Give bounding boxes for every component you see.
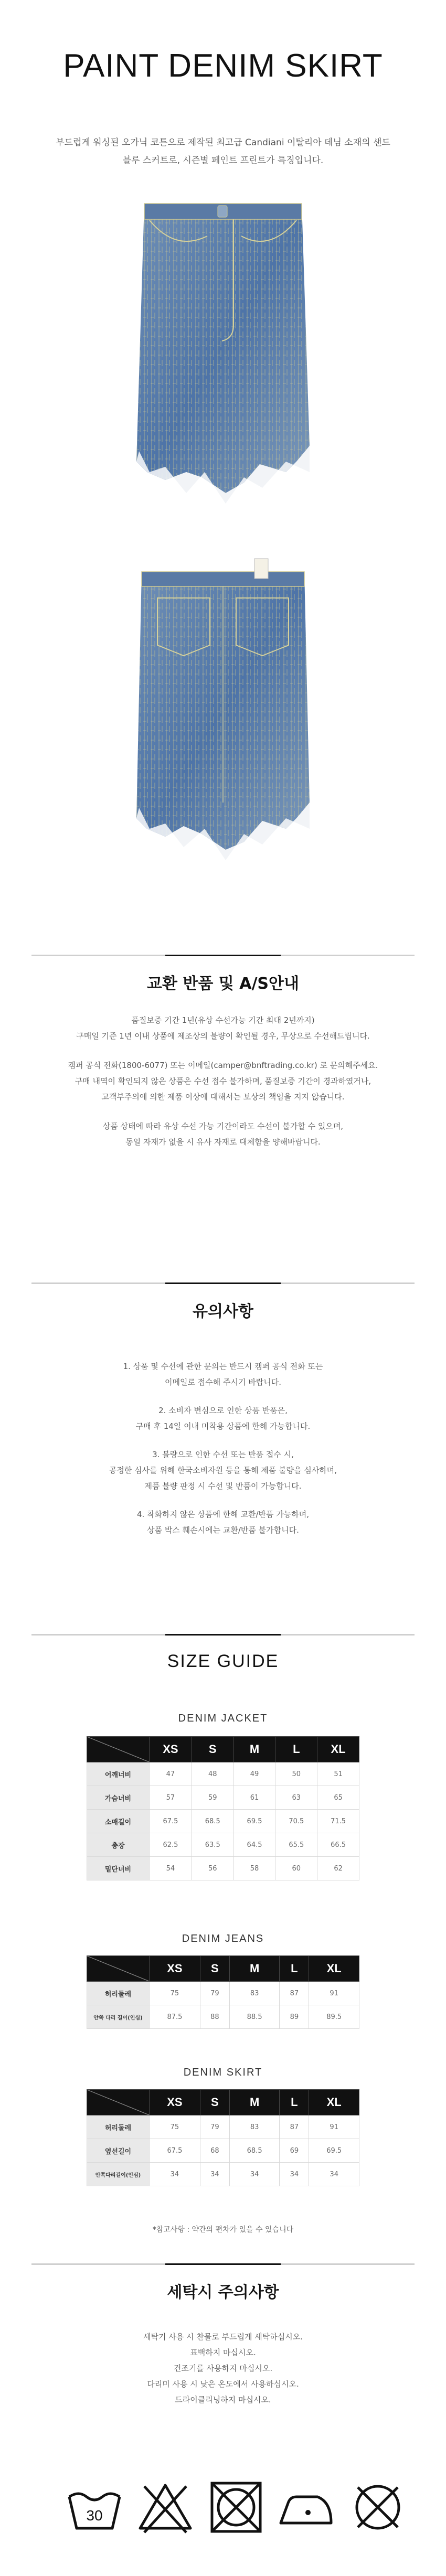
caution-body — [0, 1359, 446, 1538]
size-header-cell: XL — [317, 1737, 359, 1762]
exchange-paragraph — [0, 1057, 446, 1105]
table-cell: 54 — [150, 1857, 192, 1880]
size-header-cell: L — [280, 2090, 309, 2115]
text-line: 세탁기 사용 시 찬물로 부드럽게 세탁하십시오. — [143, 2332, 303, 2342]
table-cell: 69 — [280, 2139, 309, 2163]
intro-line: 블루 스커트로, 시즌별 페인트 프린트가 특징입니다. — [122, 155, 324, 166]
size-header-row — [87, 1956, 359, 1982]
size-header-cell: XS — [150, 2090, 200, 2115]
wash-temp-label: 30 — [86, 2507, 103, 2524]
table-cell: 34 — [150, 2163, 200, 2186]
table-row — [87, 1810, 359, 1833]
table-cell: 79 — [200, 1982, 229, 2005]
table-cell: 59 — [192, 1786, 233, 1810]
table-cell: 61 — [233, 1786, 275, 1810]
exchange-paragraph — [0, 1012, 446, 1044]
table-cell: 91 — [309, 1982, 359, 2005]
exchange-title: 교환 반품 및 A/S안내 — [147, 975, 299, 993]
row-label: 밑단너비 — [87, 1857, 150, 1880]
size-header-row — [87, 1737, 359, 1762]
text-line: 상품 박스 훼손시에는 교환/반품 불가합니다. — [147, 1525, 299, 1535]
table-cell: 69.5 — [233, 1810, 275, 1833]
text-line: 고객부주의에 의한 제품 이상에 대해서는 보상의 책임을 지지 않습니다. — [101, 1092, 345, 1102]
no-dry-clean-icon — [346, 2476, 409, 2539]
text-line: 상품 상태에 따라 유상 수선 가능 기간이라도 수선이 불가할 수 있으며, — [102, 1121, 344, 1131]
table-cell: 79 — [200, 2115, 229, 2139]
caution-paragraph — [0, 1506, 446, 1538]
size-guide-title: SIZE GUIDE — [167, 1651, 279, 1671]
text-line: 4. 착화하지 않은 상품에 한해 교환/반품 가능하며, — [136, 1510, 310, 1519]
size-header-cell: XL — [309, 1956, 359, 1982]
table-row — [87, 1833, 359, 1857]
row-label: 가슴너비 — [87, 1786, 150, 1810]
table-title-jacket: DENIM JACKET — [178, 1713, 268, 1724]
row-label: 안쪽 다리 길이(인심) — [87, 2005, 150, 2029]
caution-title: 유의사항 — [193, 1302, 253, 1321]
table-cell: 70.5 — [275, 1810, 317, 1833]
text-line: 품질보증 기간 1년(유상 수선가능 기간 최대 2년까지) — [131, 1016, 315, 1025]
text-line: 건조기를 사용하지 마십시오. — [173, 2364, 273, 2373]
table-cell: 69.5 — [309, 2139, 359, 2163]
table-row — [87, 2115, 359, 2139]
table-row — [87, 1982, 359, 2005]
table-cell: 67.5 — [150, 2139, 200, 2163]
table-cell: 56 — [192, 1857, 233, 1880]
table-row — [87, 2163, 359, 2186]
table-corner — [87, 2090, 150, 2115]
table-cell: 89.5 — [309, 2005, 359, 2029]
table-cell: 68.5 — [229, 2139, 280, 2163]
table-cell: 48 — [192, 1762, 233, 1786]
laundry-title: 세탁시 주의사항 — [167, 2283, 279, 2302]
table-cell: 63 — [275, 1786, 317, 1810]
table-cell: 34 — [309, 2163, 359, 2186]
table-cell: 34 — [200, 2163, 229, 2186]
text-line: 제품 불량 판정 시 수선 및 반품이 가능합니다. — [144, 1481, 302, 1491]
text-line: 1. 상품 및 수선에 관한 문의는 반드시 캠퍼 공식 전화 또는 — [123, 1362, 323, 1371]
size-header-cell: XL — [309, 2090, 359, 2115]
table-corner — [87, 1737, 150, 1762]
size-header-cell: M — [229, 1956, 280, 1982]
table-cell: 88.5 — [229, 2005, 280, 2029]
table-cell: 50 — [275, 1762, 317, 1786]
table-cell: 65.5 — [275, 1833, 317, 1857]
exchange-paragraph — [0, 1118, 446, 1150]
iron-low-icon — [275, 2476, 338, 2539]
text-line: 3. 불량으로 인한 수선 또는 반품 접수 시, — [152, 1450, 294, 1459]
text-line: 다리미 사용 시 낮은 온도에서 사용하십시오. — [147, 2379, 299, 2389]
text-line: 표백하지 마십시오. — [190, 2348, 256, 2357]
table-cell: 87 — [280, 1982, 309, 2005]
size-header-cell: M — [229, 2090, 280, 2115]
table-cell: 87 — [280, 2115, 309, 2139]
text-line: 구매일 기준 1년 이내 상품에 제조상의 불량이 확인될 경우, 무상으로 수선해드립니다. — [76, 1031, 370, 1041]
exchange-body — [0, 1012, 446, 1150]
size-table-skirt — [87, 2089, 359, 2186]
size-header-cell: L — [275, 1737, 317, 1762]
size-header-cell: S — [200, 1956, 229, 1982]
text-line: 2. 소비자 변심으로 인한 상품 반품은, — [158, 1406, 288, 1415]
product-title: PAINT DENIM SKIRT — [63, 48, 383, 84]
text-line: 구매 내역이 확인되지 않은 상품은 수선 접수 불가하며, 품질보증 기간이 경과하였거나, — [75, 1076, 371, 1086]
row-label: 소매길이 — [87, 1810, 150, 1833]
table-cell: 63.5 — [192, 1833, 233, 1857]
table-cell: 49 — [233, 1762, 275, 1786]
table-cell: 87.5 — [150, 2005, 200, 2029]
table-cell: 34 — [229, 2163, 280, 2186]
text-line: 동일 자재가 없을 시 유사 자재로 대체함을 양해바랍니다. — [125, 1137, 321, 1147]
table-row — [87, 1857, 359, 1880]
text-line: 캠퍼 공식 전화(1800-6077) 또는 이메일(camper@bnftrading.co.kr) 로 문의해주세요. — [68, 1061, 378, 1070]
caution-paragraph — [0, 1403, 446, 1434]
size-header-cell: XS — [150, 1956, 200, 1982]
table-cell: 34 — [280, 2163, 309, 2186]
no-bleach-icon — [134, 2476, 197, 2539]
laundry-body — [0, 2329, 446, 2408]
table-cell: 68.5 — [192, 1810, 233, 1833]
row-label: 허리둘레 — [87, 1982, 150, 2005]
section-divider — [31, 955, 415, 956]
table-cell: 88 — [200, 2005, 229, 2029]
table-cell: 57 — [150, 1786, 192, 1810]
table-cell: 71.5 — [317, 1810, 359, 1833]
intro-line: 부드럽게 워싱된 오가닉 코튼으로 제작된 최고급 Candiani 이탈리아 데님 소재의 샌드 — [56, 137, 390, 148]
table-cell: 67.5 — [150, 1810, 192, 1833]
wash-30-icon — [63, 2476, 126, 2539]
text-line: 공정한 심사를 위해 한국소비자원 등을 통해 제품 불량을 심사하며, — [109, 1466, 337, 1475]
table-cell: 91 — [309, 2115, 359, 2139]
table-cell: 68 — [200, 2139, 229, 2163]
row-label: 옆선길이 — [87, 2139, 150, 2163]
size-note: *참고사항 : 약간의 편차가 있을 수 있습니다 — [152, 2226, 294, 2234]
table-cell: 89 — [280, 2005, 309, 2029]
skirt-front-photo — [129, 199, 317, 514]
table-row — [87, 2005, 359, 2029]
row-label: 안쪽다리길이(인심) — [87, 2163, 150, 2186]
size-header-row — [87, 2090, 359, 2115]
size-table-jeans — [87, 1955, 359, 2029]
table-cell: 65 — [317, 1786, 359, 1810]
table-cell: 62.5 — [150, 1833, 192, 1857]
table-cell: 47 — [150, 1762, 192, 1786]
section-divider — [31, 1634, 415, 1636]
row-label: 허리둘레 — [87, 2115, 150, 2139]
size-header-cell: S — [200, 2090, 229, 2115]
caution-paragraph — [0, 1359, 446, 1390]
row-label: 어깨너비 — [87, 1762, 150, 1786]
table-cell: 75 — [150, 2115, 200, 2139]
table-cell: 75 — [150, 1982, 200, 2005]
text-line: 이메일로 접수해 주시기 바랍니다. — [165, 1377, 281, 1387]
table-title-skirt: DENIM SKIRT — [183, 2067, 263, 2078]
table-cell: 58 — [233, 1857, 275, 1880]
text-line: 드라이클리닝하지 마십시오. — [175, 2395, 271, 2404]
table-corner — [87, 1956, 150, 1982]
table-cell: 60 — [275, 1857, 317, 1880]
size-header-cell: L — [280, 1956, 309, 1982]
section-divider — [31, 2263, 415, 2265]
table-cell: 64.5 — [233, 1833, 275, 1857]
table-cell: 83 — [229, 2115, 280, 2139]
skirt-back-photo — [129, 556, 317, 871]
table-row — [87, 1762, 359, 1786]
size-header-cell: S — [192, 1737, 233, 1762]
table-cell: 51 — [317, 1762, 359, 1786]
text-line: 구매 후 14일 이내 미착용 상품에 한해 가능합니다. — [135, 1421, 311, 1431]
product-intro — [0, 134, 446, 169]
size-table-jacket — [87, 1736, 359, 1880]
size-header-cell: XS — [150, 1737, 192, 1762]
size-header-cell: M — [233, 1737, 275, 1762]
table-cell: 66.5 — [317, 1833, 359, 1857]
table-cell: 83 — [229, 1982, 280, 2005]
table-title-jeans: DENIM JEANS — [182, 1933, 264, 1944]
no-tumble-dry-icon — [205, 2476, 268, 2539]
table-cell: 62 — [317, 1857, 359, 1880]
table-row — [87, 2139, 359, 2163]
table-row — [87, 1786, 359, 1810]
section-divider — [31, 1282, 415, 1284]
caution-paragraph — [0, 1447, 446, 1494]
row-label: 총장 — [87, 1833, 150, 1857]
